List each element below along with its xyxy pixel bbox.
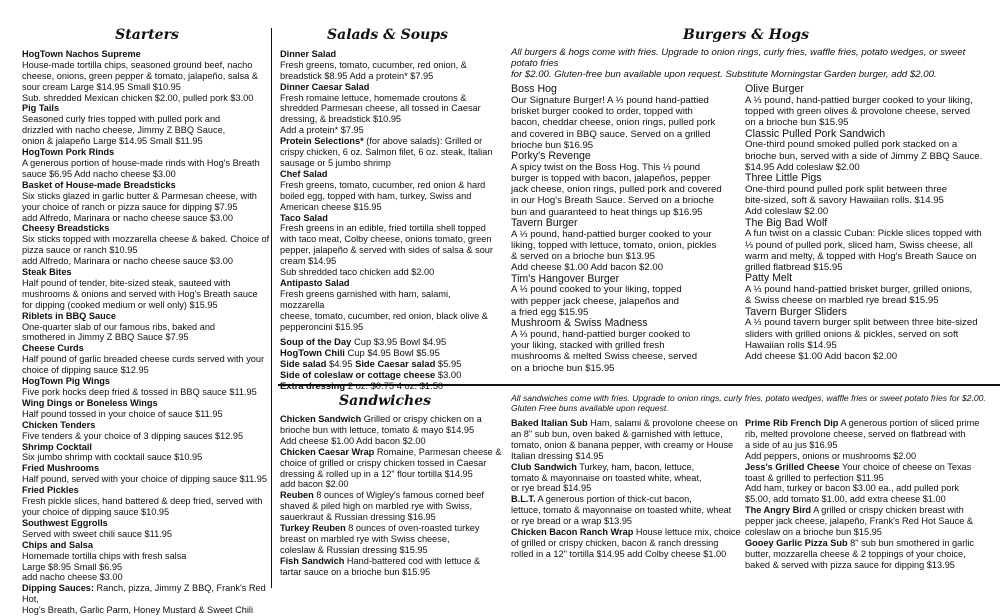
- sandwiches-note: All sandwiches come with fries. Upgrade to onion rings, curly fries, potato wedges, waffle fries or sweet potato fries for $2.00. Gluten Free buns available upon request.: [511, 393, 986, 413]
- soup-side-label: Side of coleslaw or cottage cheese: [280, 369, 436, 381]
- menu-item-name: Club Sandwich: [511, 461, 577, 472]
- menu-item: [280, 414, 505, 447]
- burgers-title: Burgers & Hogs: [683, 27, 809, 43]
- menu-item: [22, 267, 272, 311]
- menu-item-description: A spicy twist on the Boss Hog. This ⅓ pound burger is topped with bacon, jalapeños, pepper jack cheese, onion rings, pulled pork and covered in our Hog's Breath Sauce. Served on a brioche bun and guaranteed to heat things up $16.95: [511, 161, 722, 218]
- menu-item-name: Wing Dings or Boneless Wings: [22, 397, 158, 408]
- menu-item-description: A ⅓ pound hand-pattied brisket burger, grilled onions, & Swiss cheese on marbled rye bread $15.95: [745, 284, 973, 307]
- soup-side-price: Cup $3.95 Bowl $4.95: [351, 336, 447, 348]
- menu-item-name: Fish Sandwich: [280, 555, 345, 566]
- menu-item-name: Mushroom & Swiss Madness: [511, 317, 648, 330]
- menu-item-description: Five pork hocks deep fried & tossed in BBQ sauce $11.95: [22, 387, 257, 397]
- menu-item-description: Your choice of cheese on Texas toast & grilled to perfection $11.95 Add ham, turkey or bacon $3.00 ea., add pulled pork $5.00, add tomato $1.00, add extra cheese $1.00: [745, 461, 972, 505]
- menu-item: [22, 223, 272, 267]
- menu-item: [280, 278, 495, 333]
- menu-item-description: Hand-battered cod with lettuce & tartar sauce on a brioche bun $15.95: [280, 555, 481, 577]
- sandwiches-col-2: [511, 418, 741, 560]
- menu-item: [511, 84, 746, 151]
- menu-item: [280, 136, 495, 169]
- soup-side-price: Cup $4.95 Bowl $5.95: [344, 347, 440, 359]
- menu-item-description: Five tenders & your choice of 3 dipping sauces $12.95: [22, 430, 244, 441]
- menu-item-name: Prime Rib French Dip: [745, 418, 839, 428]
- menu-item-description: A ⅓ pound, hand-pattied burger cooked to your liking, topped with lettuce, tomato, onion, pickles & served on a brioche bun $13.95 Add cheese $1.00 Add bacon $2.00: [511, 228, 717, 274]
- salads-column: [280, 0, 495, 392]
- column-divider: [271, 28, 272, 588]
- menu-item-name: Tim's Hangover Burger: [511, 272, 620, 285]
- menu-item: [745, 418, 1000, 462]
- menu-item: [22, 311, 272, 344]
- menu-item-name: Tavern Burger: [511, 216, 578, 229]
- menu-item-description: A generous portion of sliced prime rib, melted provolone cheese, served on flatbread with a side of au jus $16.95 Add peppers, onions or mushrooms $2.00: [745, 418, 980, 461]
- menu-item-name: The Big Bad Wolf: [745, 216, 828, 229]
- menu-item-name: Patty Melt: [745, 272, 793, 285]
- menu-item-name: Chicken Bacon Ranch Wrap: [511, 527, 634, 538]
- sandwiches-header: [280, 390, 490, 413]
- dipping-label: Dipping Sauces:: [22, 583, 94, 594]
- menu-item-description: A fun twist on a classic Cuban: Pickle slices topped with ⅓ pound of pulled pork, sliced ham, Swiss cheese, all warm and melty, & topped with Hog's Breath Sauce on grilled flatbread $15.95: [745, 228, 982, 274]
- menu-item-name: Dinner Caesar Salad: [280, 81, 370, 92]
- menu-item-name: Three Little Pigs: [745, 172, 822, 185]
- menu-item-name: Baked Italian Sub: [511, 418, 588, 428]
- menu-item-description: Served with sweet chili sauce $11.95: [22, 528, 172, 539]
- menu-item-description: Grilled or crispy chicken on a brioche bun with lettuce, tomato & mayo $14.95 Add cheese $1.00 Add bacon $2.00: [280, 414, 482, 446]
- menu-item: [280, 556, 505, 578]
- menu-item-description: Six sticks glazed in garlic butter & Parmesan cheese, with your choice of ranch or pizza sauce for dipping $7.95 add Alfredo, Marinara or nacho cheese sauce $3.00: [22, 190, 257, 223]
- menu-item: [280, 490, 505, 523]
- menu-item-name: Chef Salad: [280, 168, 328, 179]
- menu-item-description: Half pound of garlic breaded cheese curds served with your choice of dipping sauce $12.95: [22, 354, 265, 376]
- menu-item-name: Jess's Grilled Cheese: [745, 461, 840, 472]
- menu-item-description: One-third pound smoked pulled pork stacked on a brioche bun, served with a side of Jimmy Z BBQ Sauce. $14.95 Add coleslaw $2.00: [745, 139, 983, 173]
- dipping-text: Ranch, pizza, Jimmy Z BBQ, Frank's Red Hot, Hog's Breath, Garlic Parm, Honey Mustard & Sweet Chili: [22, 583, 266, 616]
- menu-item-description: Fresh greens garnished with ham, salami, mozzarella cheese, tomato, cucumber, red onion, black olive & pepperoncini $15.95: [280, 288, 488, 332]
- menu-item-description: A generous portion of thick-cut bacon, lettuce, tomato & mayonnaise on toasted white, wheat or rye bread or a wrap $13.95: [511, 494, 732, 527]
- menu-item-description: 8 ounces of Wigley's famous corned beef shaved & piled high on marbled rye with Swiss, sauerkraut & Russian dressing $16.95: [280, 490, 484, 523]
- menu-item: [745, 173, 995, 218]
- menu-item-description: A ⅓ pound, hand-pattied burger cooked to your liking, stacked with grilled fresh mushrooms & melted Swiss cheese, served on a brioche bun $15.95: [511, 328, 698, 374]
- menu-item: [22, 518, 272, 540]
- menu-item-description: House-made tortilla chips, seasoned ground beef, nacho cheese, onions, green pepper & tomato, jalapeño, salsa & sour cream Large $14.95 Small $10.95 Sub. shredded Mexican chicken $2.00, pulled pork $3.00: [22, 59, 258, 103]
- sandwiches-col-3: [745, 418, 1000, 571]
- menu-item-name: The Angry Bird: [745, 505, 812, 516]
- menu-item-description: House lettuce mix, choice of grilled or crispy chicken, bacon & ranch dressing rolled in a 12" tortilla $14.95 add Colby cheese $1.00: [511, 527, 741, 559]
- menu-item: [745, 218, 995, 274]
- dipping-sauces: [22, 583, 272, 616]
- menu-item-name: Basket of House-made Breadsticks: [22, 179, 176, 190]
- menu-item: [511, 494, 741, 527]
- menu-item-name: Protein Selections*: [280, 136, 364, 147]
- menu-item: [22, 376, 272, 398]
- menu-item: [745, 538, 1000, 571]
- menu-item-description: Half pound, served with your choice of dipping sauce $11.95: [22, 474, 267, 485]
- menu-item-name: Riblets in BBQ Sauce: [22, 310, 116, 321]
- menu-item-name-suffix: (for above salads): Grilled or crispy chicken, 6 oz. Salmon filet, 6 oz. steak, Italian sausage or 5 jumbo shrimp: [280, 136, 493, 168]
- menu-item-name: Olive Burger: [745, 83, 804, 95]
- soup-side-price: $5.95: [435, 358, 462, 370]
- menu-item: [22, 485, 272, 518]
- burgers-col-2: [745, 84, 995, 362]
- burgers-note: All burgers & hogs come with fries. Upgrade to onion rings, curly fries, waffle fries, potato wedges, or sweet potato fries for $2.00. Gluten-free bun available upon request. Substitute Morningstar Garden burger, add $2.00.: [511, 46, 966, 81]
- menu-item: [22, 420, 272, 442]
- menu-item-description: Half pound of tender, bite-sized steak, sauteed with mushrooms & onions and served with Hog's Breath sauce for dipping (cooked medium or well only) $15.95: [22, 277, 258, 310]
- menu-item-description: Fresh greens, tomato, cucumber, red onion & hard boiled egg, topped with ham, turkey, Swiss and American cheese $15.95: [280, 179, 486, 212]
- menu-item: [511, 318, 746, 374]
- menu-item: [22, 147, 272, 180]
- menu-item: [511, 274, 746, 319]
- menu-item-name: Turkey Reuben: [280, 523, 346, 534]
- soup-side-label: Soup of the Day: [280, 336, 352, 348]
- menu-item-description: A ⅓ pound tavern burger split between three bite-sized sliders with grilled onions & pickles, served on soft Hawaiian rolls $14.95 Add cheese $1.00 Add bacon $2.00: [745, 317, 978, 363]
- menu-item-name: Chicken Caesar Wrap: [280, 446, 375, 457]
- menu-item: [280, 82, 495, 137]
- menu-item: [22, 180, 272, 224]
- menu-item: [745, 273, 995, 306]
- menu-item: [22, 343, 272, 376]
- burgers-section: [511, 0, 981, 87]
- menu-item-name: Cheese Curds: [22, 343, 84, 354]
- menu-item: [22, 103, 272, 147]
- menu-item-description: Six jumbo shrimp with cocktail sauce $10.95: [22, 452, 203, 463]
- menu-item: [745, 307, 995, 363]
- burgers-col-1: [511, 84, 746, 374]
- menu-item-description: Turkey, ham, bacon, lettuce, tomato & mayonnaise on toasted white, wheat, or rye bread $14.95: [511, 461, 702, 494]
- menu-item-name: Boss Hog: [511, 83, 557, 95]
- menu-item: [280, 169, 495, 213]
- menu-item-description: Fresh pickle slices, hand battered & deep fried, served with your choice of dipping sauce $10.95: [22, 496, 263, 517]
- menu-item-name: Southwest Eggrolls: [22, 517, 108, 528]
- starters-column: [22, 0, 272, 616]
- menu-item-description: A ⅓ pound, hand-pattied burger cooked to your liking, topped with green olives & provolone cheese, served on a brioche bun $15.95: [745, 94, 973, 129]
- menu-item: [280, 213, 495, 278]
- sandwiches-title: Sandwiches: [338, 393, 431, 409]
- menu-item-name: B.L.T.: [511, 494, 536, 505]
- menu-item-description: Seasoned curly fries topped with pulled pork and drizzled with nacho cheese, Jimmy Z BBQ Sauce, onion & jalapeño Large $14.95 Small $11.95: [22, 114, 226, 147]
- menu-item-description: Our Signature Burger! A ⅓ pound hand-pattied brisket burger cooked to order, topped with bacon, cheddar cheese, onion rings, pulled pork and covered in BBQ sauce. Served on a grilled brioche bun $16.95: [511, 94, 716, 151]
- soup-side-price: $3.00: [435, 369, 462, 381]
- menu-item: [280, 447, 505, 491]
- menu-item-name: HogTown Nachos Supreme: [22, 48, 141, 59]
- menu-item-name: Porky's Revenge: [511, 149, 591, 162]
- menu-item-name: Antipasto Salad: [280, 277, 350, 288]
- sandwiches-col-1: [280, 414, 505, 578]
- menu-item: [511, 418, 741, 462]
- menu-item: [745, 129, 995, 174]
- menu-item-name: Chicken Sandwich: [280, 414, 362, 424]
- menu-item: [745, 84, 995, 129]
- menu-item-description: 8 ounces of oven-roasted turkey breast on marbled rye with Swiss cheese, coleslaw & Russian dressing $15.95: [280, 523, 480, 555]
- menu-item-name: Chips and Salsa: [22, 539, 93, 550]
- menu-item: [280, 49, 495, 82]
- starters-title: Starters: [115, 27, 179, 43]
- menu-item: [22, 463, 272, 485]
- menu-item-name: Dinner Salad: [280, 48, 337, 59]
- menu-item-description: Six sticks topped with mozzarella cheese & baked. Choice of pizza sauce or ranch $10.95 add Alfredo, Marinara or nacho cheese sauce $3.00: [22, 234, 270, 267]
- menu-item: [511, 462, 741, 495]
- menu-item-description: One-quarter slab of our famous ribs, baked and smothered in Jimmy Z BBQ Sauce $7.95: [22, 321, 216, 343]
- soup-side-label: Side salad: [280, 358, 327, 370]
- menu-item: [22, 442, 272, 464]
- menu-item-name: Fried Pickles: [22, 485, 79, 496]
- menu-item-name: Gooey Garlic Pizza Sub: [745, 537, 848, 548]
- menu-item: [280, 523, 505, 556]
- menu-item: [511, 527, 741, 560]
- menu-item-description: Fresh greens, tomato, cucumber, red onion, & breadstick $8.95 Add a protein* $7.95: [280, 59, 467, 81]
- menu-item-name: Steak Bites: [22, 267, 72, 278]
- menu-item: [511, 151, 746, 218]
- soup-side-label: Side Caesar salad: [355, 358, 436, 370]
- menu-item-name: Fried Mushrooms: [22, 463, 100, 474]
- menu-item: [22, 49, 272, 104]
- menu-item-description: Half pound tossed in your choice of sauce $11.95: [22, 408, 223, 419]
- menu-item-name: Taco Salad: [280, 212, 328, 223]
- menu-item-name: Classic Pulled Pork Sandwich: [745, 127, 886, 140]
- menu-item-description: One-third pound pulled pork split between three bite-sized, soft & savory Hawaiian rolls. $14.95 Add coleslaw $2.00: [745, 183, 948, 218]
- menu-item: [22, 398, 272, 420]
- soup-side-label: HogTown Chili: [280, 347, 345, 359]
- soup-side-price: $4.95: [326, 358, 356, 370]
- menu-item-description: A ⅓ pound cooked to your liking, topped with pepper jack cheese, jalapeños and a fried egg $15.95: [511, 284, 682, 318]
- menu-item-name: HogTown Pig Wings: [22, 376, 111, 387]
- menu-item-description: Fresh greens in an edible, fried tortilla shell topped with taco meat, Colby cheese, onions tomato, green pepper, jalapeño & served with sides of salsa & sour cream $14.95 Sub shredded taco chicken add $2.00: [280, 223, 493, 278]
- salads-title: Salads & Soups: [327, 27, 448, 43]
- menu-item-description: Homemade tortilla chips with fresh salsa Large $8.95 Small $6.95 add nacho cheese $3.00: [22, 550, 187, 583]
- menu-item-description: 8" sub bun smothered in garlic butter, mozzarella cheese & 2 toppings of your choice, baked & served with pizza sauce for dipping $13.95: [745, 537, 974, 570]
- menu-item-name: Chicken Tenders: [22, 419, 96, 430]
- menu-item-name: HogTown Pork Rinds: [22, 147, 115, 158]
- menu-item: [22, 540, 272, 584]
- menu-item-description: Fresh romaine lettuce, homemade croutons & shredded Parmesan cheese, all tossed in Caesar dressing, & breadstick $10.95 Add a protein* $7.95: [280, 92, 481, 136]
- menu-item: [745, 505, 1000, 538]
- menu-item-name: Shrimp Cocktail: [22, 441, 92, 452]
- menu-item-description: Romaine, Parmesan cheese & choice of grilled or crispy chicken tossed in Caesar dressing & rolled up in a 12" flour tortilla $14.95 add bacon $2.00: [280, 446, 502, 490]
- menu-item: [511, 218, 746, 274]
- menu-item-name: Pig Tails: [22, 103, 60, 114]
- menu-item-name: Reuben: [280, 490, 314, 501]
- section-divider: [278, 384, 1000, 386]
- menu-item: [745, 462, 1000, 506]
- menu-item-description: A generous portion of house-made rinds with Hog's Breath sauce $6.95 Add nacho cheese $3.00: [22, 157, 260, 179]
- menu-item-description: A grilled or crispy chicken breast with pepper jack cheese, jalapeño, Frank's Red Hot Sauce & coleslaw on a brioche bun $15.95: [745, 505, 974, 538]
- menu-item-description: Ham, salami & provolone cheese on an 8" sub bun, oven baked & garnished with lettuce, tomato, onion & banana pepper, with creamy or House Italian dressing $14.95: [511, 418, 738, 461]
- menu-item-name: Cheesy Breadsticks: [22, 223, 110, 234]
- menu-item-name: Tavern Burger Sliders: [745, 305, 847, 318]
